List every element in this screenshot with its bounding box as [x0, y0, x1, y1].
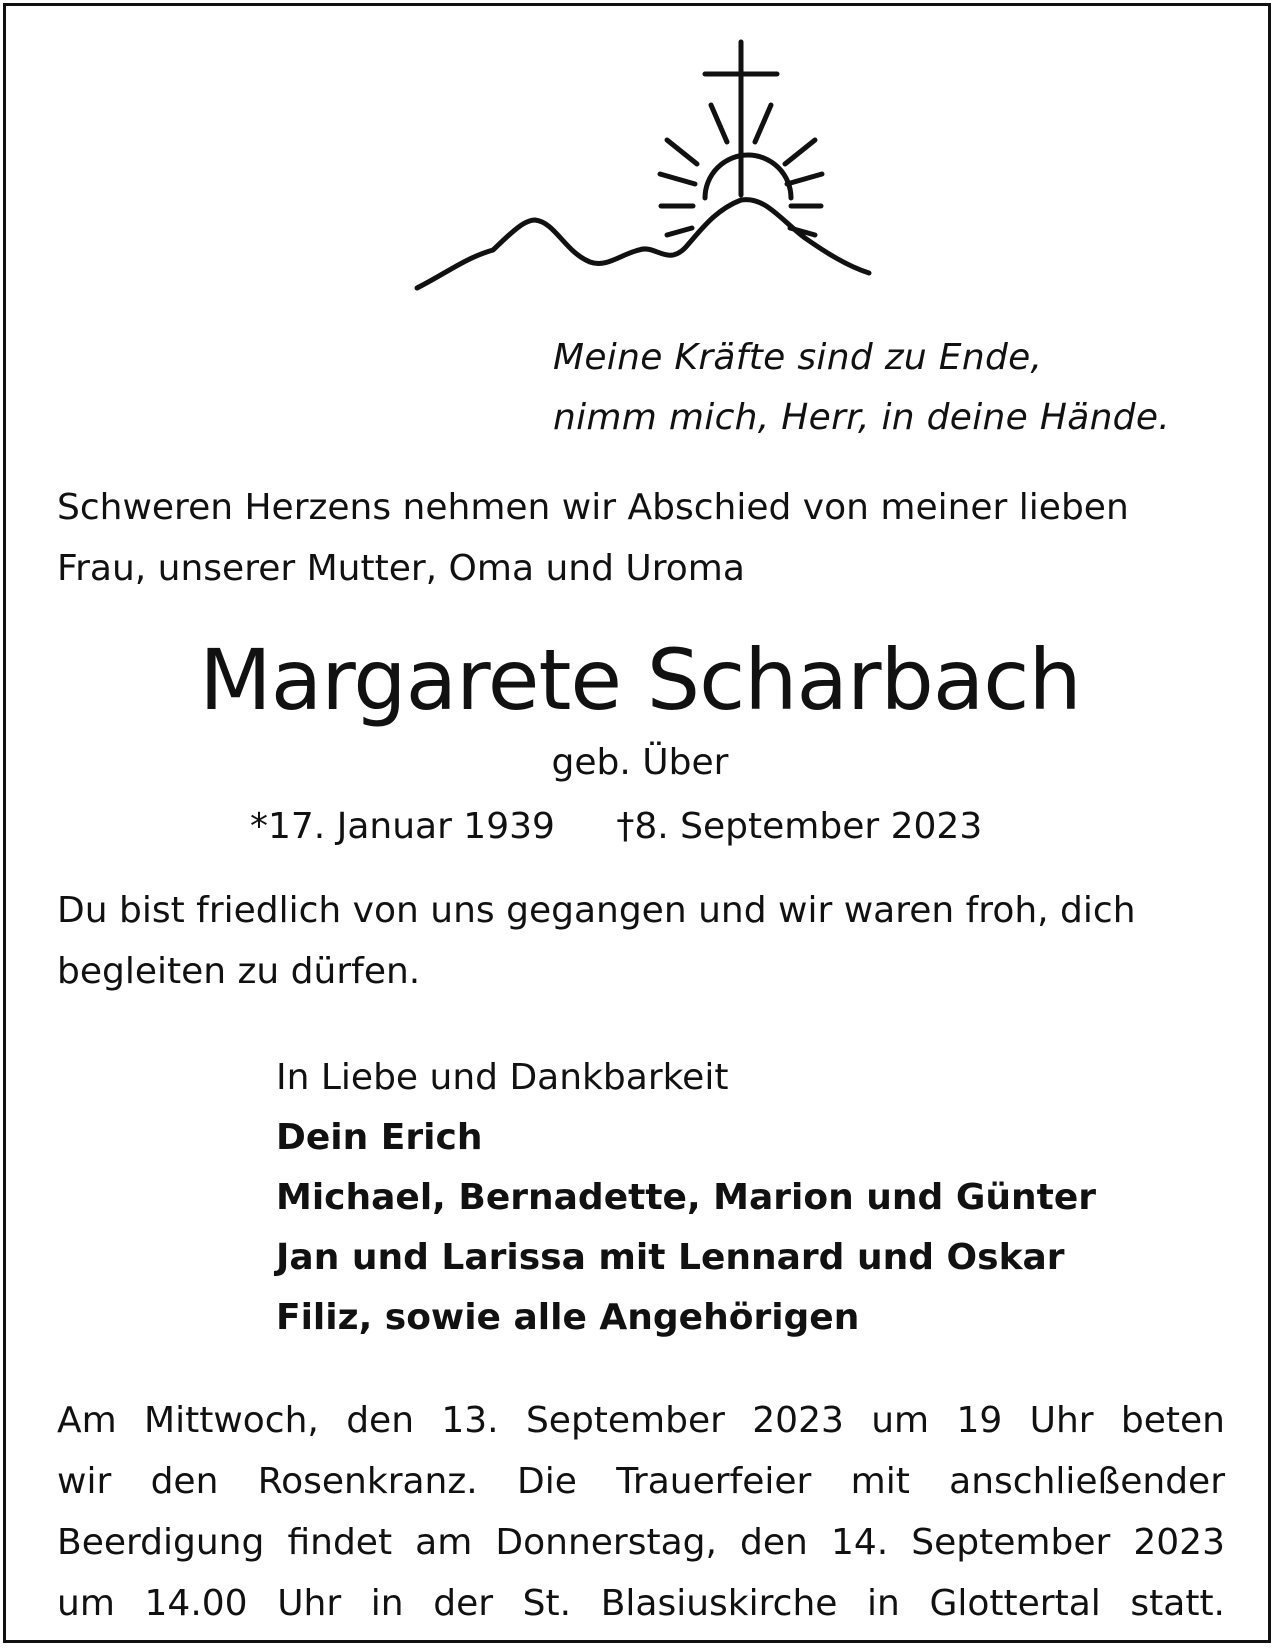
intro-line: Frau, unserer Mutter, Oma und Uroma — [57, 548, 745, 589]
service-paragraph — [57, 1390, 1225, 1634]
mourner-line: Jan und Larissa mit Lennard und Oskar — [276, 1237, 1065, 1278]
motto-verse — [553, 328, 1253, 448]
life-dates — [250, 797, 982, 857]
farewell-paragraph — [57, 880, 1225, 1002]
signoff-greeting: In Liebe und Dankbarkeit — [276, 1057, 729, 1098]
motto-line: nimm mich, Herr, in deine Hände. — [553, 397, 1171, 438]
death-date: †8. September 2023 — [616, 806, 983, 847]
deceased-name: Margarete Scharbach — [199, 631, 1081, 729]
mourners-list — [276, 1108, 1096, 1348]
mourner-line: Filiz, sowie alle Angehörigen — [276, 1297, 860, 1338]
service-line: um 14.00 Uhr in der St. Blasiuskirche in Glottertal statt. — [57, 1583, 1225, 1624]
maiden-name: geb. Über — [551, 742, 729, 783]
birth-date: *17. Januar 1939 — [250, 806, 555, 847]
intro-paragraph — [57, 477, 1225, 599]
service-line: wir den Rosenkranz. Die Trauerfeier mit anschließender — [57, 1461, 1225, 1502]
mourners-signoff — [276, 1048, 1096, 1348]
intro-line: Schweren Herzens nehmen wir Abschied von meiner lieben — [57, 487, 1129, 528]
service-line: Am Mittwoch, den 13. September 2023 um 19 Uhr beten — [57, 1400, 1225, 1441]
farewell-line: begleiten zu dürfen. — [57, 951, 421, 992]
motto-line: Meine Kräfte sind zu Ende, — [553, 337, 1043, 378]
cross-sun-mountains-icon — [405, 30, 885, 300]
mourner-line: Michael, Bernadette, Marion und Günter — [276, 1177, 1097, 1218]
service-line: Beerdigung findet am Donnerstag, den 14. September 2023 — [57, 1522, 1225, 1563]
mourner-line: Dein Erich — [276, 1117, 483, 1158]
farewell-line: Du bist friedlich von uns gegangen und wir waren froh, dich — [57, 890, 1136, 931]
